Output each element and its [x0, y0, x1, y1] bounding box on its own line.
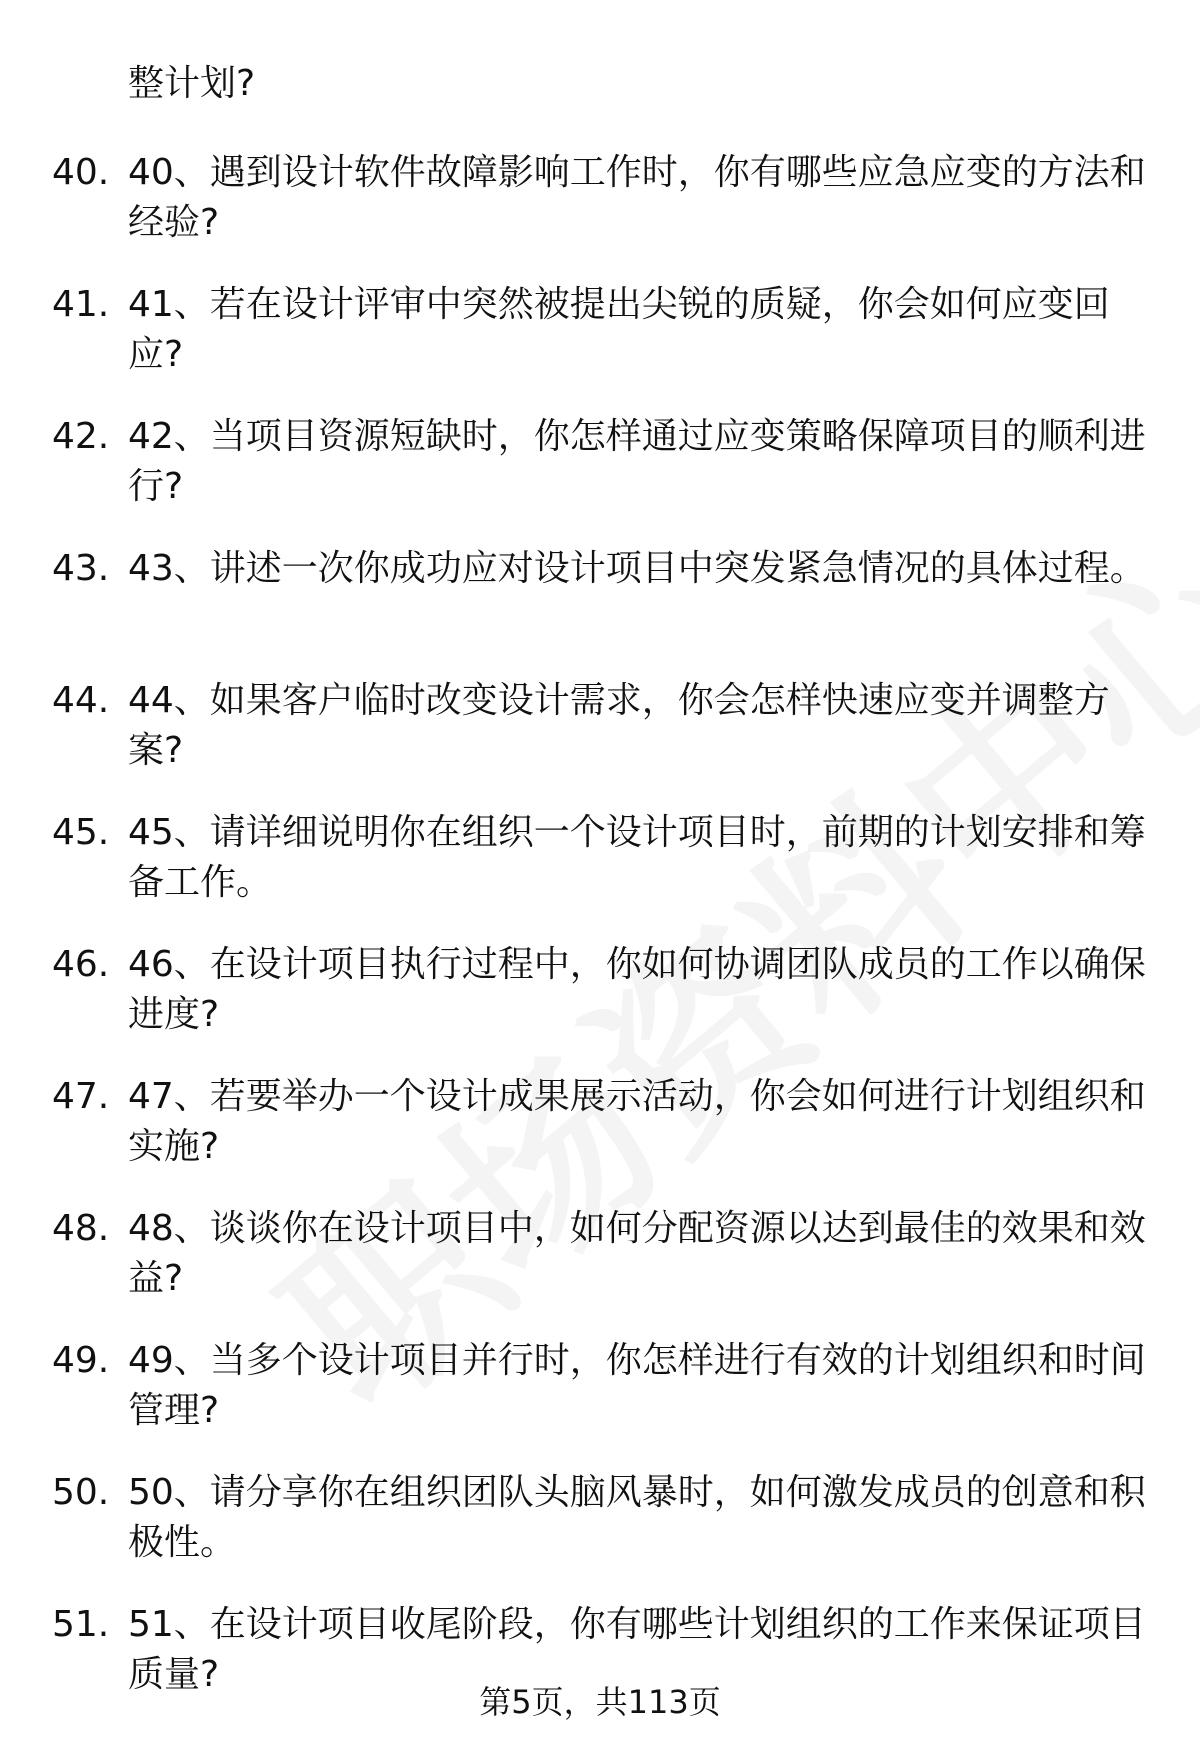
list-item-text: 46、在设计项目执行过程中，你如何协调团队成员的工作以确保进度?	[128, 944, 1146, 1035]
list-item	[0, 676, 1200, 808]
list-item	[0, 412, 1200, 544]
list-item-number: 42.	[52, 416, 110, 457]
list-item	[0, 940, 1200, 1072]
list-item	[0, 1468, 1200, 1600]
list-item-text: 41、若在设计评审中突然被提出尖锐的质疑，你会如何应变回应?	[128, 284, 1110, 375]
continuation-text: 整计划?	[128, 63, 256, 104]
list-item-text: 49、当多个设计项目并行时，你怎样进行有效的计划组织和时间管理?	[128, 1340, 1146, 1431]
list-item-number: 44.	[52, 680, 110, 721]
list-item-text: 40、遇到设计软件故障影响工作时，你有哪些应急应变的方法和经验?	[128, 152, 1146, 243]
list-item-number: 45.	[52, 812, 110, 853]
list-item-text: 51、在设计项目收尾阶段，你有哪些计划组织的工作来保证项目质量?	[128, 1604, 1146, 1695]
list-item-number: 49.	[52, 1340, 110, 1381]
list-item	[0, 1204, 1200, 1336]
list-item-number: 50.	[52, 1472, 110, 1513]
list-item	[0, 148, 1200, 280]
list-item-text: 44、如果客户临时改变设计需求，你会怎样快速应变并调整方案?	[128, 680, 1110, 771]
list-item-text: 50、请分享你在组织团队头脑风暴时，如何激发成员的创意和积极性。	[128, 1472, 1146, 1563]
list-item-number: 51.	[52, 1604, 110, 1645]
list-item-text: 42、当项目资源短缺时，你怎样通过应变策略保障项目的顺利进行?	[128, 416, 1146, 507]
list-item	[0, 1336, 1200, 1468]
page-footer: 第5页，共113页	[479, 1683, 721, 1721]
list-item-text: 47、若要举办一个设计成果展示活动，你会如何进行计划组织和实施?	[128, 1076, 1146, 1167]
list-item-number: 46.	[52, 944, 110, 985]
list-item-text: 45、请详细说明你在组织一个设计项目时，前期的计划安排和筹备工作。	[128, 812, 1146, 903]
list-item-number: 47.	[52, 1076, 110, 1117]
list-item-number: 43.	[52, 548, 110, 589]
list-item-number: 41.	[52, 284, 110, 325]
list-item-number: 40.	[52, 152, 110, 193]
list-item-text: 48、谈谈你在设计项目中，如何分配资源以达到最佳的效果和效益?	[128, 1208, 1146, 1299]
list-item	[0, 1072, 1200, 1204]
list-item-number: 48.	[52, 1208, 110, 1249]
list-item	[0, 808, 1200, 940]
question-list	[0, 148, 1200, 1732]
list-item-text: 43、讲述一次你成功应对设计项目中突发紧急情况的具体过程。	[128, 548, 1146, 589]
list-item	[0, 544, 1200, 676]
list-item	[0, 280, 1200, 412]
